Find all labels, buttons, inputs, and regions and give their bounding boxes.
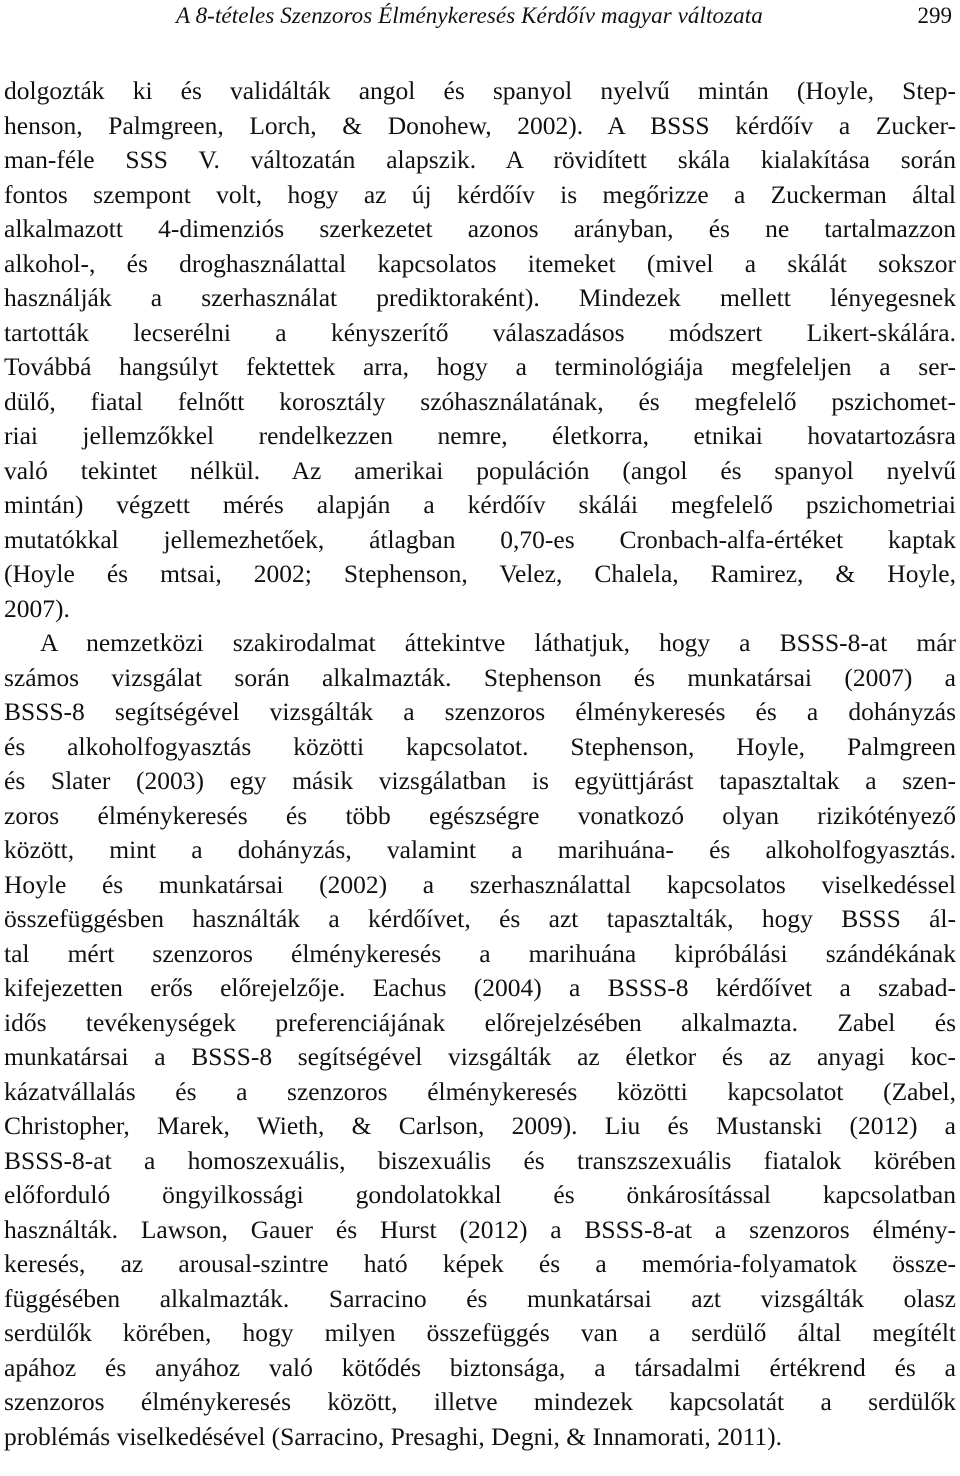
text-line: dülő, fiatal felnőtt korosztály szóhasználatának, és megfelelő pszichomet- [4, 386, 956, 416]
text-line: mintán) végzett mérés alapján a kérdőív skálái megfelelő pszichometriai [4, 490, 956, 519]
text-line: függésében alkalmazták. Sarracino és munkatársai azt vizsgálták olasz [4, 1283, 956, 1313]
text-line: összefüggésben használták a kérdőívet, és azt tapasztalták, hogy BSSS ál- [4, 904, 956, 933]
text-line: A nemzetközi szakirodalmat áttekintve láthatjuk, hogy a BSSS-8-at már [40, 628, 956, 657]
text-line: alkalmazott 4-dimenziós szerkezetet azonos arányban, és ne tartalmazzon [4, 214, 956, 243]
text-line: (Hoyle és mtsai, 2002; Stephenson, Velez, Chalela, Ramirez, & Hoyle, [4, 559, 956, 588]
text-line: henson, Palmgreen, Lorch, & Donohew, 2002). A BSSS kérdőív a Zucker- [4, 110, 956, 140]
paragraph-1 [4, 74, 956, 626]
text-line: BSSS-8 segítségével vizsgálták a szenzoros élménykeresés és a dohányzás [4, 697, 956, 726]
text-line: szenzoros élménykeresés között, illetve mindezek kapcsolatát a serdülők [4, 1387, 956, 1416]
body-text [4, 74, 956, 1454]
text-line: kifejezetten erős előrejelzője. Eachus (2004) a BSSS-8 kérdőívet a szabad- [4, 973, 956, 1002]
text-line: Továbbá hangsúlyt fektettek arra, hogy a terminológiája megfeleljen a ser- [4, 352, 956, 381]
text-line: kázatvállalás és a szenzoros élménykeresés közötti kapcsolatot (Zabel, [4, 1076, 956, 1106]
text-line: tal mért szenzoros élménykeresés a marihuána kipróbálási szándékának [4, 938, 956, 968]
running-title: A 8-tételes Szenzoros Élménykeresés Kérdőív magyar változata [176, 3, 763, 28]
text-line: használták. Lawson, Gauer és Hurst (2012) a BSSS-8-at a szenzoros élmény- [4, 1214, 956, 1244]
text-line: való tekintet nélkül. Az amerikai populáción (angol és spanyol nyelvű [4, 455, 956, 485]
text-line: man-féle SSS V. változatán alapszik. A rövidített skála kialakítása során [4, 145, 956, 174]
text-line: dolgozták ki és validálták angol és spanyol nyelvű mintán (Hoyle, Step- [4, 76, 956, 105]
paragraph-2 [4, 626, 956, 1454]
text-line: BSSS-8-at a homoszexuális, biszexuális és transzszexuális fiatalok körében [4, 1145, 956, 1175]
text-line: és Slater (2003) egy másik vizsgálatban is együttjárást tapasztaltak a szen- [4, 766, 956, 795]
text-line: és alkoholfogyasztás közötti kapcsolatot. Stephenson, Hoyle, Palmgreen [4, 731, 956, 761]
text-line: Christopher, Marek, Wieth, & Carlson, 2009). Liu és Mustanski (2012) a [4, 1111, 956, 1140]
text-line: apához és anyához való kötődés biztonsága, a társadalmi értékrend és a [4, 1352, 956, 1382]
text-line: serdülők körében, hogy milyen összefüggés van a serdülő által megítélt [4, 1318, 956, 1347]
text-line: alkohol-, és droghasználattal kapcsolatos itemeket (mivel a skálát sokszor [4, 248, 956, 278]
text-line: problémás viselkedésével (Sarracino, Presaghi, Degni, & Innamorati, 2011). [4, 1421, 782, 1451]
text-line: mutatókkal jellemezhetőek, átlagban 0,70-es Cronbach-alfa-értéket kaptak [4, 524, 956, 554]
text-line: használják a szerhasználat prediktoraként). Mindezek mellett lényegesnek [4, 283, 956, 312]
text-line: számos vizsgálat során alkalmazták. Stephenson és munkatársai (2007) a [4, 662, 956, 692]
text-line: között, mint a dohányzás, valamint a marihuána- és alkoholfogyasztás. [4, 835, 956, 864]
running-header [0, 0, 960, 40]
text-line: zoros élménykeresés és több egészségre vonatkozó olyan rizikótényező [4, 800, 956, 830]
text-line: előforduló öngyilkossági gondolatokkal és önkárosítással kapcsolatban [4, 1180, 956, 1209]
text-line: idős tevékenységek preferenciájának előrejelzésében alkalmazta. Zabel és [4, 1007, 956, 1037]
text-line: Hoyle és munkatársai (2002) a szerhasználattal kapcsolatos viselkedéssel [4, 869, 956, 899]
text-line: tartották lecserélni a kényszerítő válaszadásos módszert Likert-skálára. [4, 317, 956, 347]
text-line: keresés, az arousal-szintre ható képek és a memória-folyamatok össze- [4, 1249, 956, 1278]
text-line: fontos szempont volt, hogy az új kérdőív is megőrizze a Zuckerman által [4, 179, 956, 209]
text-line: munkatársai a BSSS-8 segítségével vizsgálták az életkor és az anyagi koc- [4, 1042, 956, 1071]
text-line: riai jellemzőkkel rendelkezzen nemre, életkorra, etnikai hovatartozásra [4, 421, 956, 450]
text-line: 2007). [4, 593, 70, 623]
page-number: 299 [917, 3, 952, 28]
